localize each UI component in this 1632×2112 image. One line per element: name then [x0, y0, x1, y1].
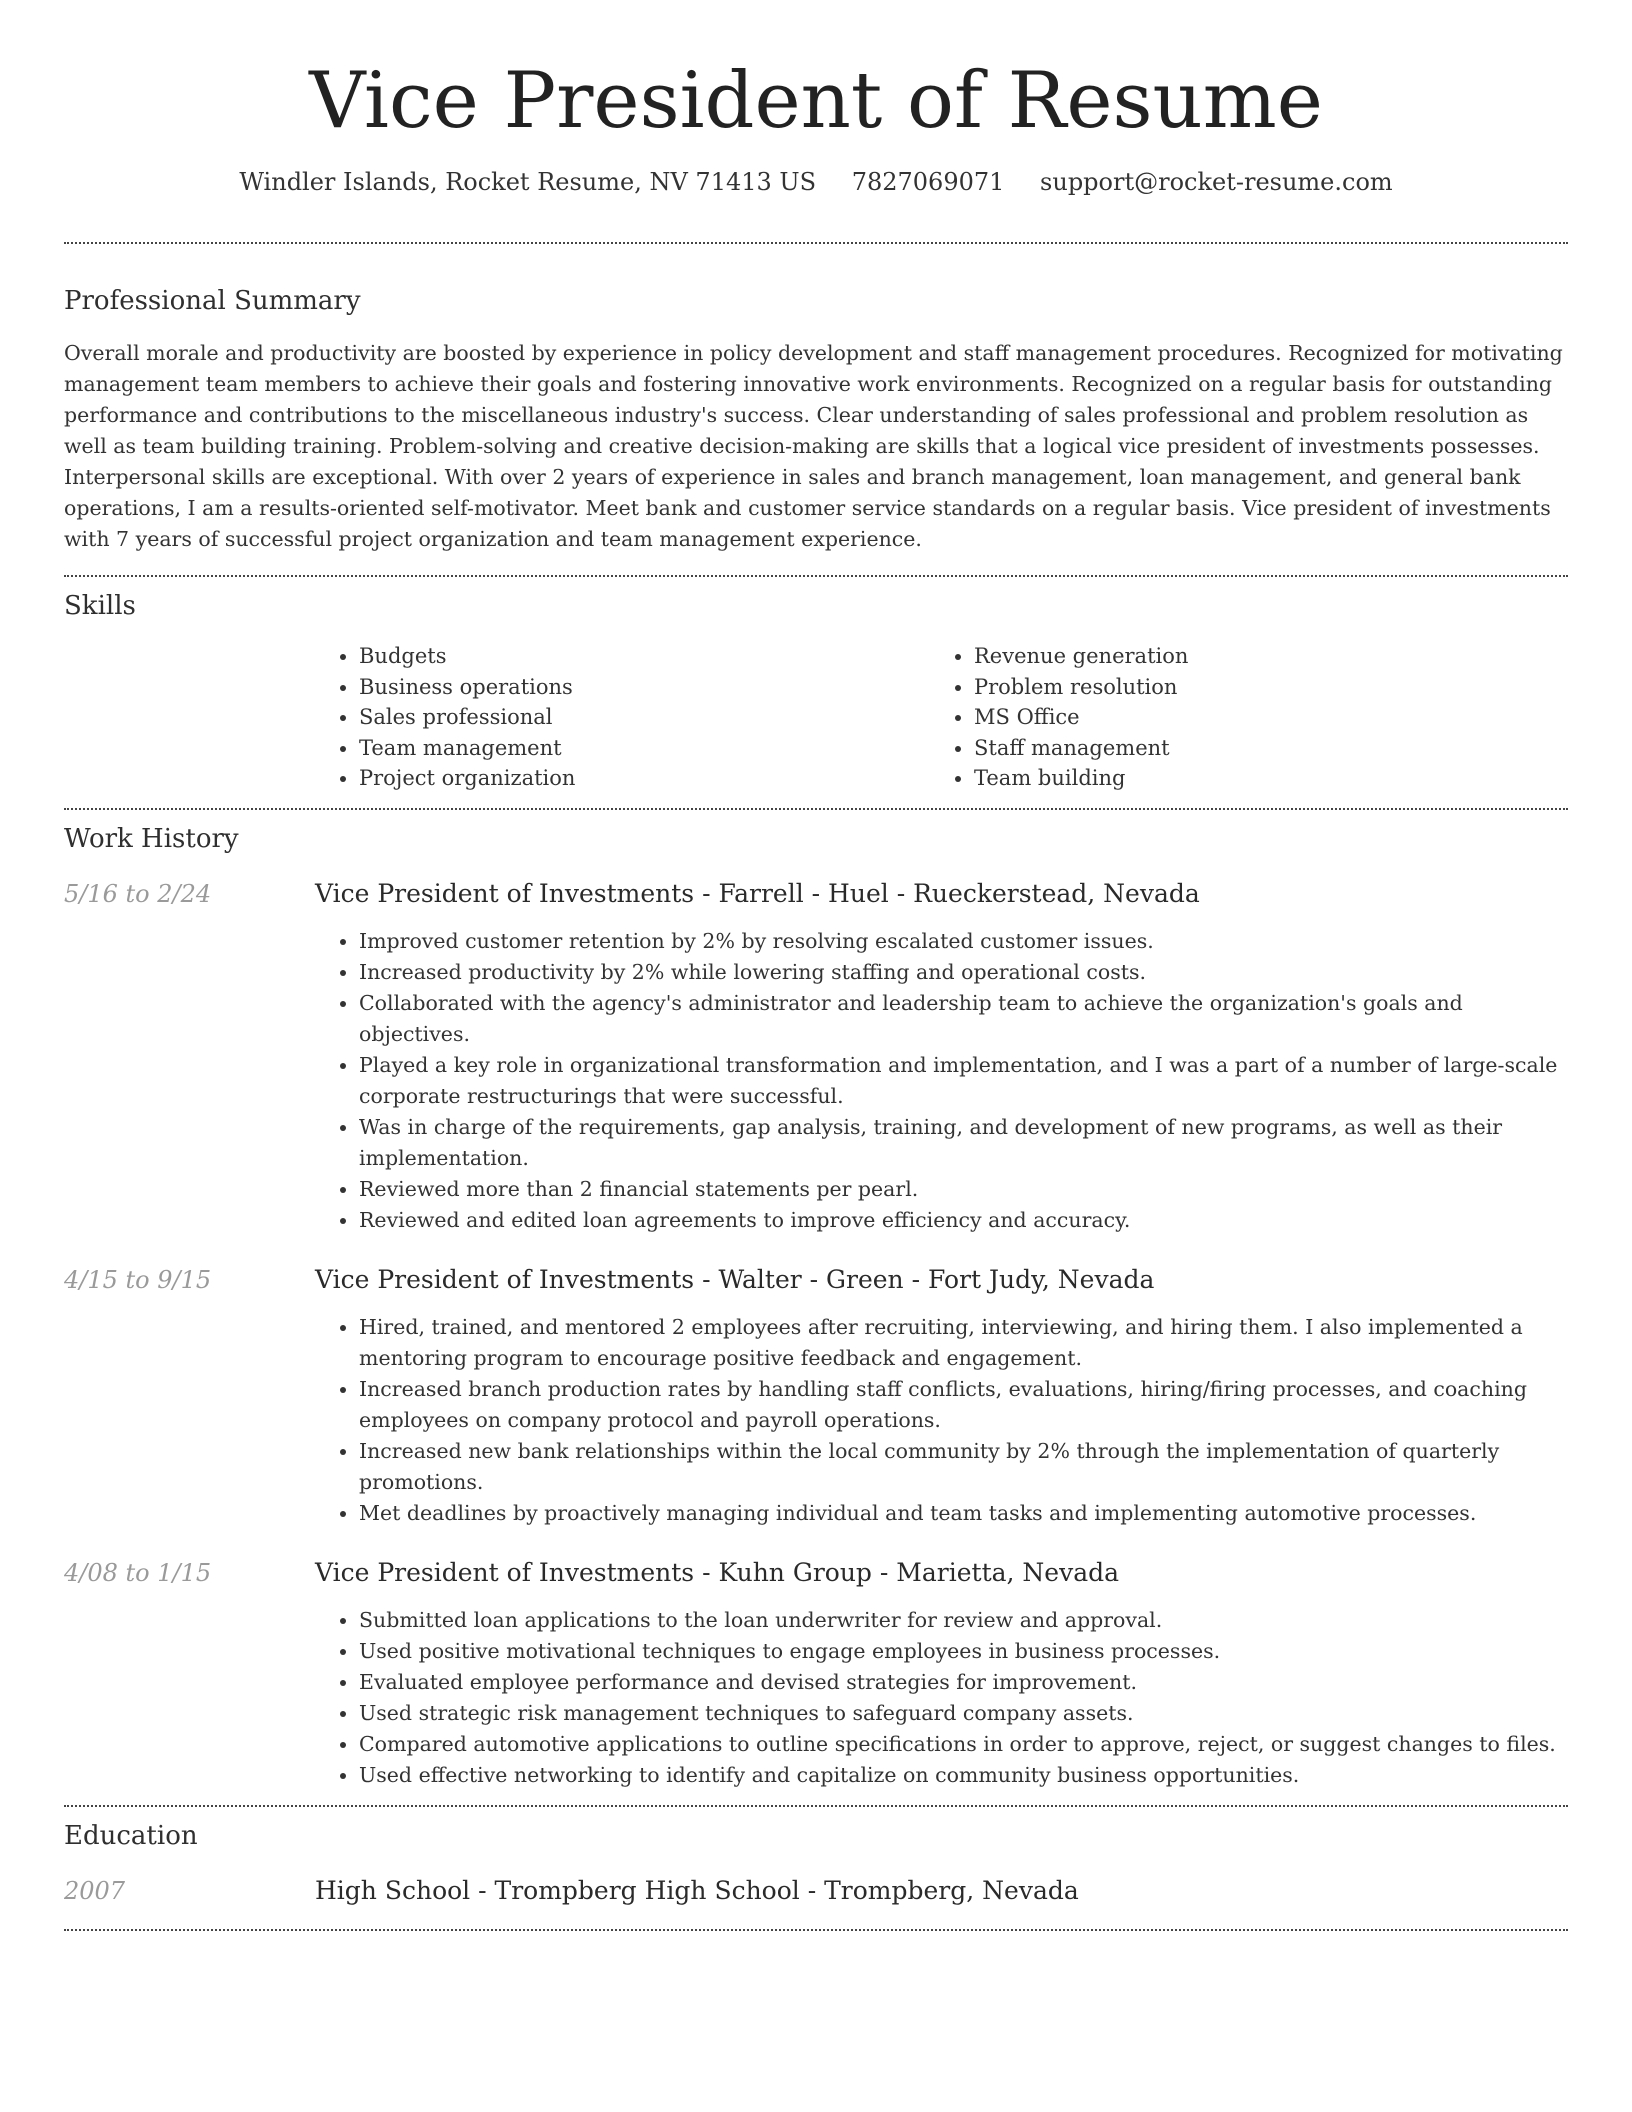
job-header: [64, 878, 1568, 910]
summary-text: Overall morale and productivity are boosted by experience in policy development and staff management procedures. Recognized for motivating management team members to achieve their goals and fostering innovative work environments. Recognized on a regular basis for outstanding performance and contributions to the miscellaneous industry's success. Clear understanding of sales professional and problem resolution as well as team building training. Problem-solving and creative decision-making are skills that a logical vice president of investments possesses. Interpersonal skills are exceptional. With over 2 years of experience in sales and branch management, loan management, and general bank operations, I am a results-oriented self-motivator. Meet bank and customer service standards on a regular basis. Vice president of investments with 7 years of successful project organization and team management experience.: [64, 341, 1563, 551]
contact-phone: 7827069071: [851, 168, 1005, 196]
contact-line: [64, 166, 1568, 198]
job-bullet: • Reviewed more than 2 financial statements per pearl.: [359, 1174, 1568, 1205]
skill-item: • Sales professional: [359, 702, 930, 733]
job-bullet: • Used positive motivational techniques to engage employees in business processes.: [359, 1636, 1568, 1667]
section-divider: [64, 575, 1568, 577]
section-divider: [64, 1805, 1568, 1807]
job-bullet: • Was in charge of the requirements, gap analysis, training, and development of new programs, as well as their implementation.: [359, 1112, 1568, 1174]
section-divider: [64, 1929, 1568, 1931]
job-entry: [64, 1264, 1568, 1529]
job-bullet: • Improved customer retention by 2% by resolving escalated customer issues.: [359, 926, 1568, 957]
skill-item: • Business operations: [359, 672, 930, 703]
job-bullet: • Evaluated employee performance and devised strategies for improvement.: [359, 1667, 1568, 1698]
skill-item: • Revenue generation: [974, 641, 1545, 672]
job-dates: 4/08 to 1/15: [64, 1558, 212, 1587]
job-bullet: • Increased branch production rates by handling staff conflicts, evaluations, hiring/firing processes, and coaching employees on company protocol and payroll operations.: [359, 1374, 1568, 1436]
job-bullet: • Increased new bank relationships within the local community by 2% through the implementation of quarterly promotions.: [359, 1436, 1568, 1498]
job-bullet: • Increased productivity by 2% while lowering staffing and operational costs.: [359, 957, 1568, 988]
resume-page: [64, 0, 1568, 1931]
section-divider: [64, 242, 1568, 244]
job-bullet: • Submitted loan applications to the loan underwriter for review and approval.: [359, 1605, 1568, 1636]
job-bullet: • Used effective networking to identify and capitalize on community business opportunities.: [359, 1760, 1568, 1791]
section-divider: [64, 808, 1568, 810]
skill-item: • Problem resolution: [974, 672, 1545, 703]
section-title-summary: Professional Summary: [64, 286, 361, 316]
job-bullets: [315, 926, 1568, 1236]
skills-section: [64, 589, 1568, 794]
skill-item: • Budgets: [359, 641, 930, 672]
job-entry: [64, 1557, 1568, 1791]
education-year: 2007: [64, 1876, 126, 1905]
job-bullet: • Met deadlines by proactively managing individual and team tasks and implementing automotive processes.: [359, 1498, 1568, 1529]
skill-item: • Project organization: [359, 763, 930, 794]
section-title-education: Education: [64, 1820, 198, 1851]
skill-item: • Team management: [359, 733, 930, 764]
job-bullet: • Played a key role in organizational transformation and implementation, and I was a part of a number of large-scale corporate restructurings that were successful.: [359, 1050, 1568, 1112]
contact-address: Windler Islands, Rocket Resume, NV 71413 US: [239, 168, 817, 196]
contact-email: support@rocket-resume.com: [1040, 168, 1393, 196]
skills-grid: [315, 641, 1568, 794]
skill-item: • Staff management: [974, 733, 1545, 764]
job-bullet: • Hired, trained, and mentored 2 employees after recruiting, interviewing, and hiring them. I also implemented a mentoring program to encourage positive feedback and engagement.: [359, 1312, 1568, 1374]
work-history-section: [64, 822, 1568, 1791]
job-bullet: • Used strategic risk management techniques to safeguard company assets.: [359, 1698, 1568, 1729]
skills-column-left: [315, 641, 930, 794]
section-title-skills: Skills: [64, 591, 136, 621]
job-title: Vice President of Investments - Farrell - Huel - Rueckerstead, Nevada: [315, 878, 1200, 908]
education-section: [64, 1819, 1568, 1907]
skills-column-right: [930, 641, 1545, 794]
job-header: [64, 1264, 1568, 1296]
professional-summary-section: [64, 284, 1568, 555]
job-bullet: • Reviewed and edited loan agreements to improve efficiency and accuracy.: [359, 1205, 1568, 1236]
job-bullet: • Collaborated with the agency's administrator and leadership team to achieve the organization's goals and objectives.: [359, 988, 1568, 1050]
education-entry: [64, 1875, 1568, 1907]
job-dates: 4/15 to 9/15: [64, 1265, 212, 1294]
section-title-work: Work History: [64, 823, 239, 854]
skill-item: • MS Office: [974, 702, 1545, 733]
job-title: Vice President of Investments - Walter - Green - Fort Judy, Nevada: [315, 1264, 1155, 1294]
education-title: High School - Trompberg High School - Trompberg, Nevada: [315, 1875, 1079, 1905]
resume-name: Vice President of Resume: [309, 56, 1323, 146]
job-entry: [64, 878, 1568, 1236]
skill-item: • Team building: [974, 763, 1545, 794]
job-bullets: [315, 1312, 1568, 1529]
job-bullets: [315, 1605, 1568, 1791]
job-dates: 5/16 to 2/24: [64, 879, 212, 908]
job-title: Vice President of Investments - Kuhn Group - Marietta, Nevada: [315, 1557, 1120, 1587]
job-header: [64, 1557, 1568, 1589]
job-bullet: • Compared automotive applications to outline specifications in order to approve, reject, or suggest changes to files.: [359, 1729, 1568, 1760]
